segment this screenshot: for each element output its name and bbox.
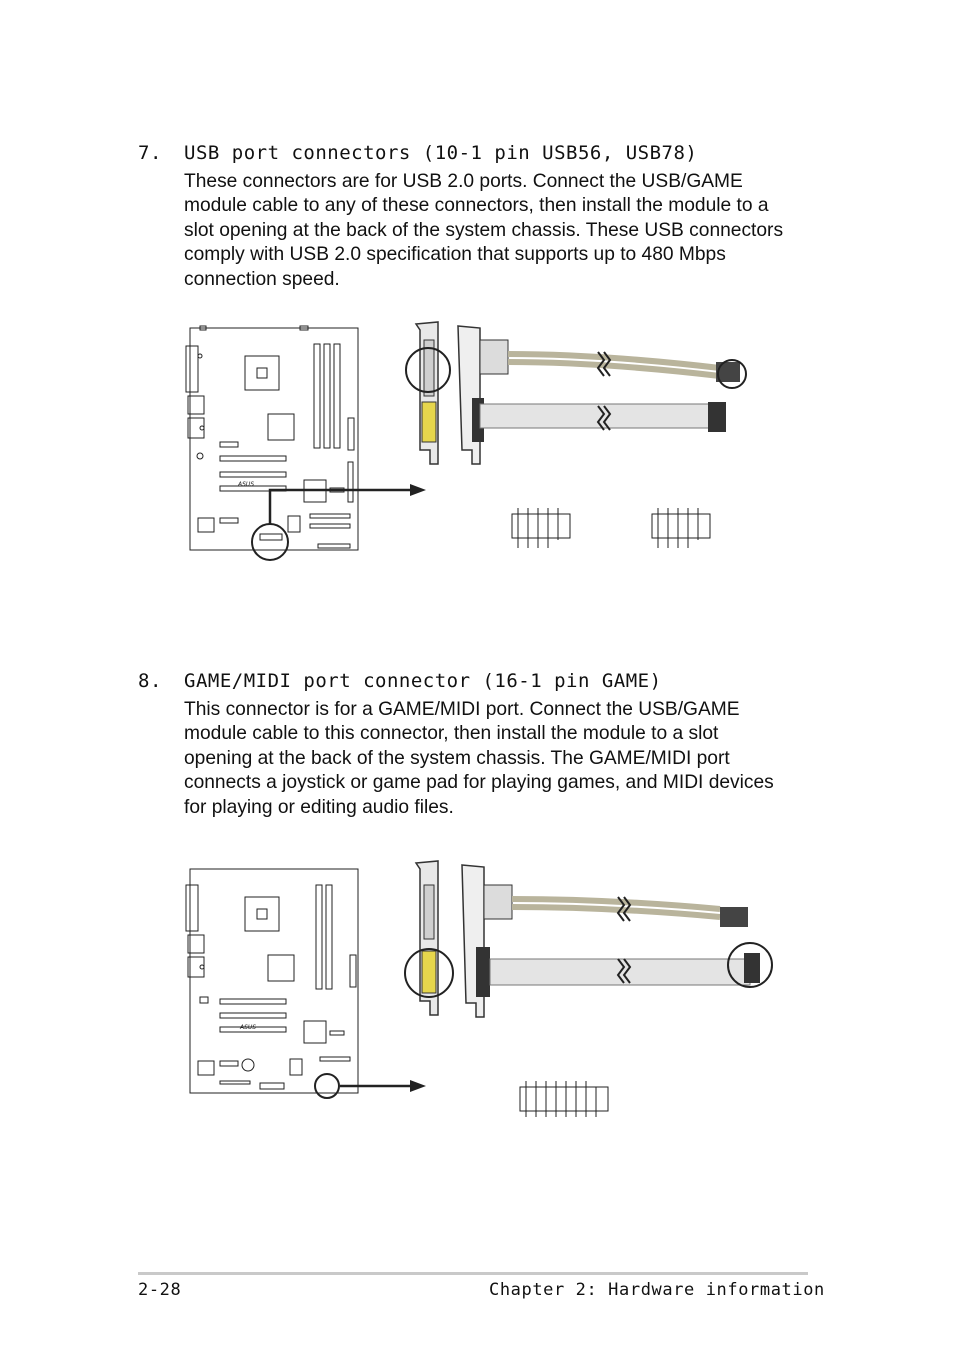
section-8-number: 8. [138, 670, 162, 692]
usb-header-highlight-circle [252, 524, 288, 560]
game-pin-diagram [520, 1081, 608, 1117]
section-8-body [184, 698, 824, 820]
section-7-number: 7. [138, 142, 162, 164]
section-8-line: This connector is for a GAME/MIDI port. Connect the USB/GAME [184, 699, 740, 720]
motherboard-layout [186, 869, 358, 1093]
motherboard-layout [186, 326, 358, 550]
game-header-highlight-circle [315, 1074, 339, 1098]
section-8-title: GAME/MIDI port connector (16-1 pin GAME) [184, 670, 662, 692]
usb-module-cables [458, 326, 746, 464]
game-module-bracket [405, 861, 453, 1015]
game-module-cables [462, 865, 772, 1017]
callout-arrowhead [410, 484, 426, 496]
section-7-heading [138, 142, 697, 164]
callout-arrow-line [270, 490, 410, 524]
usb78-pin-diagram [652, 508, 710, 548]
usb56-pin-diagram [512, 508, 570, 548]
board-logo-text: ASUS [240, 1024, 257, 1031]
section-8-line: connects a joystick or game pad for playing games, and MIDI devices [184, 772, 774, 794]
chapter-title: Chapter 2: Hardware information [489, 1280, 825, 1300]
usb-connector-figure [180, 318, 770, 568]
section-8-line: for playing or editing audio files. [184, 796, 454, 818]
section-7-line: module cable to any of these connectors, then install the module to a [184, 195, 769, 217]
section-8-line: module cable to this connector, then install the module to a slot [184, 723, 719, 745]
section-7-body [184, 170, 824, 292]
game-midi-connector-figure [180, 855, 780, 1120]
section-7-line: These connectors are for USB 2.0 ports. Connect the USB/GAME [184, 171, 743, 192]
section-8-line: opening at the back of the system chassis. The GAME/MIDI port [184, 747, 730, 769]
page-number: 2-28 [138, 1280, 182, 1300]
board-logo-text: ASUS [238, 481, 255, 488]
usb-module-bracket [406, 322, 450, 464]
section-7-title: USB port connectors (10-1 pin USB56, USB78) [184, 142, 698, 164]
section-7-line: slot opening at the back of the system chassis. These USB connectors [184, 219, 784, 241]
section-7-line: comply with USB 2.0 specification that supports up to 480 Mbps [184, 244, 726, 266]
callout-arrowhead [410, 1080, 426, 1092]
footer-rule [138, 1272, 808, 1275]
section-8-heading [138, 670, 662, 692]
section-7-line: connection speed. [184, 268, 340, 290]
